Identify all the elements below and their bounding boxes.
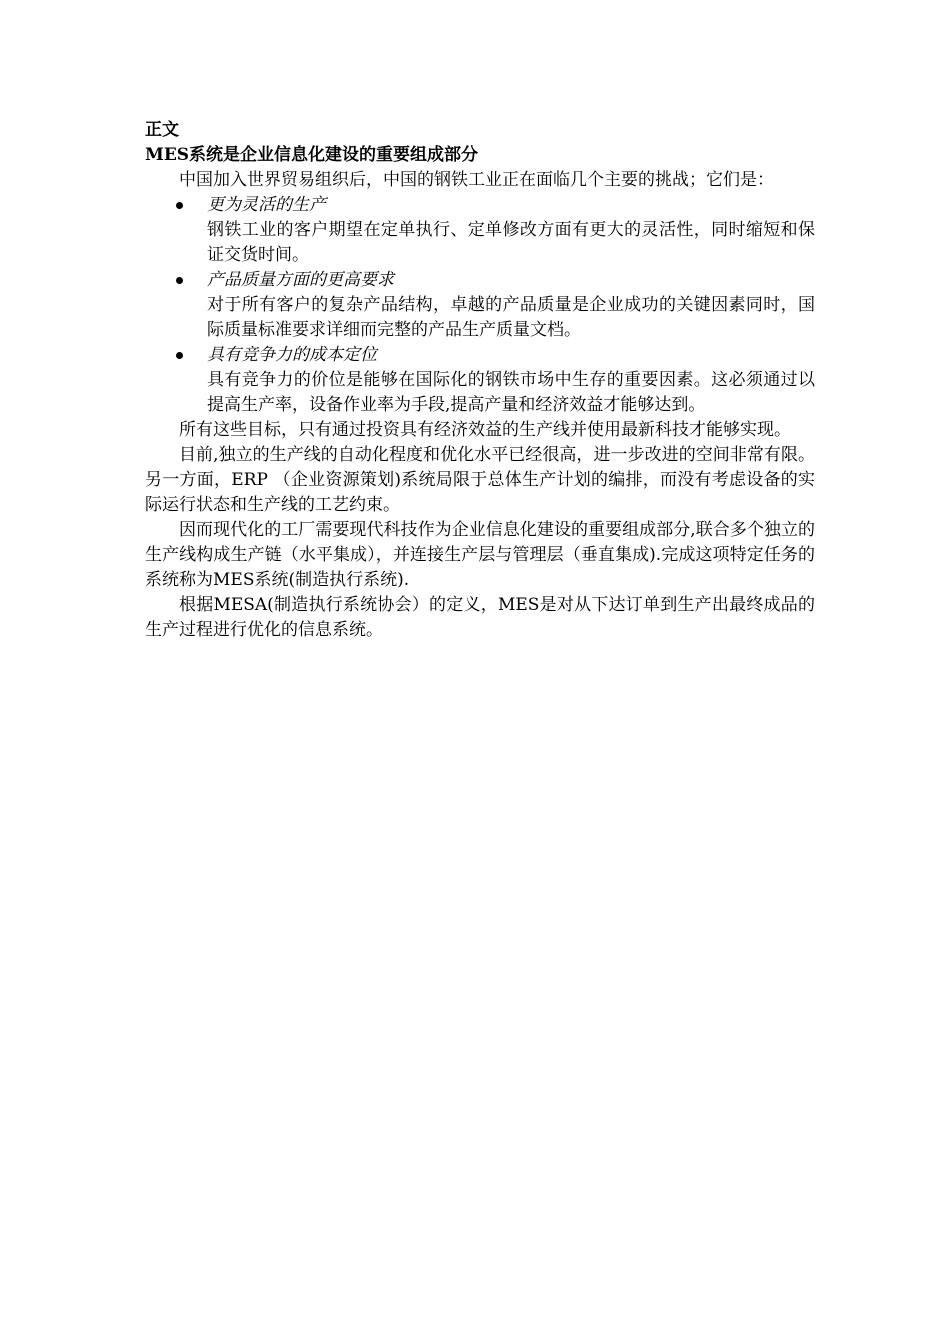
- bullet-icon: [176, 277, 183, 284]
- challenge-list: [145, 193, 815, 418]
- bullet-icon: [176, 202, 183, 209]
- body-paragraph: 根据MESA(制造执行系统协会）的定义，MES是对从下达订单到生产出最终成品的生产过程进行优化的信息系统。: [145, 595, 815, 640]
- list-item: [207, 193, 815, 268]
- bullet-icon: [176, 352, 183, 359]
- body-paragraph: 因而现代化的工厂需要现代科技作为企业信息化建设的重要组成部分,联合多个独立的生产线构成生产链（水平集成），并连接生产层与管理层（垂直集成).完成这项特定任务的系统称为MES系统(制造执行系统).: [145, 520, 815, 590]
- bullet-title: 产品质量方面的更高要求: [207, 270, 394, 290]
- list-item: [207, 268, 815, 343]
- intro-paragraph: 中国加入世界贸易组织后，中国的钢铁工业正在面临几个主要的挑战；它们是：: [179, 170, 774, 190]
- section-label: 正文: [145, 120, 179, 140]
- bullet-title: 具有竞争力的成本定位: [207, 345, 377, 365]
- bullet-title: 更为灵活的生产: [207, 195, 326, 215]
- list-item: [207, 343, 815, 418]
- document-title: MES系统是企业信息化建设的重要组成部分: [145, 145, 479, 165]
- document-body: [145, 118, 815, 643]
- body-paragraph: 目前,独立的生产线的自动化程度和优化水平已经很高，进一步改进的空间非常有限。另一方面，ERP （企业资源策划)系统局限于总体生产计划的编排，而没有考虑设备的实际运行状态和生产线的工艺约束。: [145, 445, 815, 515]
- bullet-body: 具有竞争力的价位是能够在国际化的钢铁市场中生存的重要因素。这必须通过以提高生产率，设备作业率为手段,提高产量和经济效益才能够达到。: [207, 370, 815, 415]
- bullet-body: 对于所有客户的复杂产品结构，卓越的产品质量是企业成功的关键因素同时，国际质量标准要求详细而完整的产品生产质量文档。: [207, 295, 815, 340]
- bullet-body: 钢铁工业的客户期望在定单执行、定单修改方面有更大的灵活性，同时缩短和保证交货时间。: [207, 220, 815, 265]
- body-paragraph: 所有这些目标，只有通过投资具有经济效益的生产线并使用最新科技才能够实现。: [179, 420, 791, 440]
